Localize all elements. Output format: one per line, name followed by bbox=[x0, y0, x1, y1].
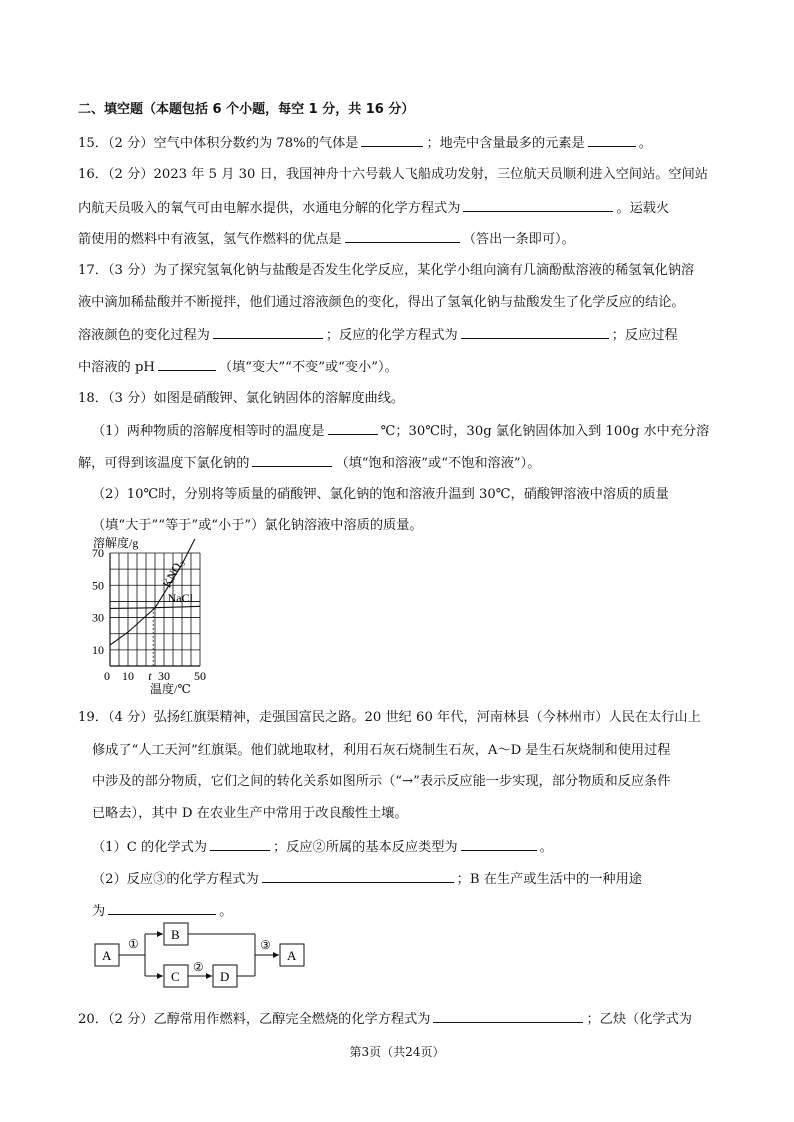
question-number: 20． bbox=[78, 1012, 108, 1027]
question-text: 中溶液的 pH bbox=[78, 360, 155, 375]
answer-blank[interactable] bbox=[463, 198, 613, 212]
question-text: 。 bbox=[219, 904, 233, 919]
kno3-label: KNO₃ bbox=[159, 556, 187, 590]
question-19-line-3 bbox=[92, 773, 670, 791]
question-text: （答出一条即可）。 bbox=[462, 232, 575, 247]
question-text: ；B 在生产或生活中的一种用途 bbox=[456, 872, 642, 887]
node-d-label: D bbox=[220, 969, 230, 984]
question-text: ；乙炔（化学式为 bbox=[586, 1012, 692, 1027]
question-text: （2）反应 bbox=[92, 872, 154, 887]
answer-blank[interactable] bbox=[328, 421, 378, 435]
question-text: 为 bbox=[92, 904, 106, 919]
question-text: 箭使用的燃料中有液氢，氢气作燃料的优点是 bbox=[78, 232, 342, 247]
y-tick-label: 10 bbox=[92, 642, 104, 657]
x-axis-label: 温度/℃ bbox=[150, 682, 191, 696]
question-17-line-4 bbox=[78, 357, 398, 377]
y-tick-labels bbox=[92, 546, 104, 657]
solubility-chart bbox=[88, 533, 218, 698]
question-18-line-1 bbox=[78, 390, 404, 408]
question-text: 的化学方程式为 bbox=[166, 872, 259, 887]
answer-blank[interactable] bbox=[361, 133, 423, 147]
x-tick-labels bbox=[104, 669, 206, 683]
question-number: 17． bbox=[78, 263, 108, 278]
chart-grid bbox=[110, 553, 200, 666]
question-text: 解，可得到该温度下氯化钠的 bbox=[78, 456, 250, 471]
question-19-line-2 bbox=[92, 742, 670, 760]
answer-blank[interactable] bbox=[433, 1009, 583, 1023]
question-19-line-1 bbox=[78, 709, 701, 727]
question-number: 18． bbox=[78, 391, 108, 406]
question-text: （填“饱和溶液”或“不饱和溶液”）。 bbox=[335, 456, 541, 471]
reaction-2-label: ② bbox=[193, 960, 204, 974]
question-19-line-5 bbox=[92, 837, 553, 857]
question-text: 已略去），其中 D 在农业生产中常用于改良酸性土壤。 bbox=[92, 806, 408, 821]
question-text: （2 分）乙醇常用作燃料，乙醇完全燃烧的化学方程式为 bbox=[107, 1012, 431, 1027]
question-19-line-6 bbox=[92, 869, 642, 889]
answer-blank[interactable] bbox=[213, 325, 323, 339]
question-text: 。 bbox=[539, 840, 553, 855]
question-15 bbox=[78, 133, 652, 153]
node-c-label: C bbox=[171, 969, 180, 984]
question-number: 16． bbox=[78, 167, 108, 182]
question-text: （2 分）2023 年 5 月 30 日，我国神舟十六号载人飞船成功发射，三位航天员顺利进入空间站。空间站 bbox=[107, 167, 708, 182]
question-number: 19． bbox=[78, 710, 108, 725]
question-16-line-1 bbox=[78, 166, 708, 184]
node-a-start-label: A bbox=[102, 948, 112, 963]
answer-blank[interactable] bbox=[345, 229, 460, 243]
reaction-3-label: ③ bbox=[260, 938, 271, 952]
answer-blank[interactable] bbox=[158, 357, 216, 371]
question-text: （1）两种物质的溶解度相等时的温度是 bbox=[92, 424, 325, 439]
question-16-line-3 bbox=[78, 229, 575, 249]
y-tick-label: 50 bbox=[92, 578, 104, 593]
node-a-end-label: A bbox=[287, 948, 297, 963]
answer-blank[interactable] bbox=[461, 837, 537, 851]
question-text: 修成了“人工天河”红旗渠。他们就地取材，利用石灰石烧制生石灰，A～D 是生石灰烧制和使用过程 bbox=[92, 743, 671, 758]
question-text: 液中滴加稀盐酸并不断搅拌，他们通过溶液颜色的变化，得出了氢氧化钠与盐酸发生了化学反应的结论。 bbox=[78, 295, 685, 310]
question-text: （2）10℃时，分别将等质量的硝酸钾、氯化钠的饱和溶液升温到 30℃，硝酸钾溶液中溶质的质量 bbox=[92, 487, 669, 502]
question-text: ；反应过程 bbox=[611, 328, 678, 343]
x-tick-label: 30 bbox=[158, 669, 170, 683]
reaction-1-label: ① bbox=[128, 937, 139, 951]
question-20-line-1 bbox=[78, 1009, 692, 1029]
y-tick-label: 30 bbox=[92, 610, 104, 625]
answer-blank[interactable] bbox=[210, 837, 270, 851]
question-text: 。 bbox=[638, 136, 652, 151]
question-text: 中涉及的部分物质，它们之间的转化关系如图所示（“→”表示反应能一步实现，部分物质和反应条件 bbox=[92, 774, 671, 789]
question-19-line-4 bbox=[92, 805, 408, 823]
question-18-line-2 bbox=[92, 421, 709, 441]
question-17-line-1 bbox=[78, 262, 694, 280]
page-footer: 第3页（共24页） bbox=[349, 1045, 445, 1059]
answer-blank[interactable] bbox=[461, 325, 609, 339]
x-tick-label: 10 bbox=[122, 669, 134, 683]
question-text: 所属的基本反应类型为 bbox=[325, 840, 458, 855]
x-tick-label: 0 bbox=[104, 669, 110, 683]
question-text: ；地壳中含量最多的元素是 bbox=[426, 136, 585, 151]
y-axis-label: 溶解度/g bbox=[93, 536, 139, 550]
question-text: ℃；30℃时，30g 氯化钠固体加入到 100g 水中充分溶 bbox=[380, 424, 710, 439]
section-title: 二、填空题（本题包括 6 个小题，每空 1 分，共 16 分） bbox=[78, 102, 415, 117]
question-text: 溶液颜色的变化过程为 bbox=[78, 328, 210, 343]
answer-blank[interactable] bbox=[108, 901, 216, 915]
conversion-diagram bbox=[90, 918, 320, 998]
y-tick-label: 70 bbox=[92, 546, 104, 560]
reaction-2-marker: ② bbox=[312, 840, 326, 855]
question-text: 内航天员吸入的氧气可由电解水提供，水通电分解的化学方程式为 bbox=[78, 201, 461, 216]
question-text: ；反应 bbox=[272, 840, 313, 855]
question-text: 。运载火 bbox=[616, 201, 670, 216]
question-text: （1）C 的化学式为 bbox=[92, 840, 207, 855]
question-text: （3 分）如图是硝酸钾、氯化钠固体的溶解度曲线。 bbox=[107, 391, 405, 406]
node-b-label: B bbox=[171, 927, 180, 942]
answer-blank[interactable] bbox=[252, 453, 332, 467]
question-17-line-3 bbox=[78, 325, 678, 345]
question-text: ；反应的化学方程式为 bbox=[325, 328, 458, 343]
question-text: （2 分）空气中体积分数约为 78%的气体是 bbox=[107, 136, 359, 151]
question-text: （填“大于”“等于”或“小于”）氯化钠溶液中溶质的质量。 bbox=[92, 518, 423, 533]
x-tick-label: t bbox=[148, 669, 152, 683]
nacl-label: NaCl bbox=[167, 591, 193, 606]
question-18-line-3 bbox=[78, 453, 540, 473]
question-text: （4 分）弘扬红旗渠精神，走强国富民之路。20 世纪 60 年代，河南林县（今林州市）人民在太行山上 bbox=[107, 710, 701, 725]
question-18-line-4 bbox=[92, 486, 669, 504]
reaction-3-marker: ③ bbox=[153, 872, 167, 887]
question-17-line-2 bbox=[78, 294, 685, 312]
question-number: 15． bbox=[78, 136, 108, 151]
answer-blank[interactable] bbox=[262, 869, 454, 883]
question-text: （3 分）为了探究氢氧化钠与盐酸是否发生化学反应，某化学小组向滴有几滴酚酞溶液的稀氢氧化钠溶 bbox=[107, 263, 695, 278]
answer-blank[interactable] bbox=[588, 133, 636, 147]
question-16-line-2 bbox=[78, 198, 669, 218]
question-text: （填“变大”“不变”或“变小”）。 bbox=[218, 360, 398, 375]
x-tick-label: 50 bbox=[194, 669, 206, 683]
